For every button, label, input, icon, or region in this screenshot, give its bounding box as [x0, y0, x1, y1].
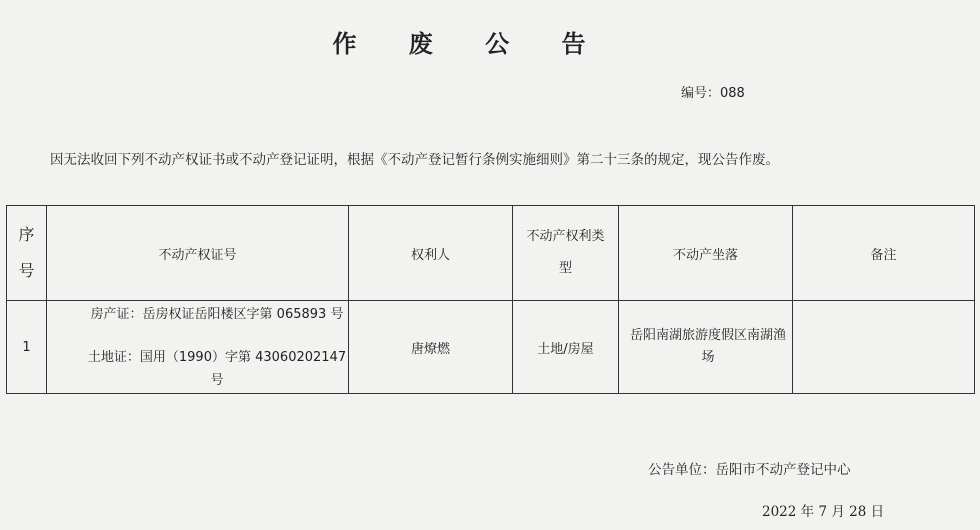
header-holder: 权利人 [349, 206, 513, 301]
row-cert [47, 301, 349, 394]
row-remark [793, 301, 975, 394]
issuer: 公告单位：岳阳市不动产登记中心 [648, 462, 851, 478]
header-type [513, 206, 619, 301]
header-type-line2: 型 [558, 261, 572, 276]
void-certificate-table [6, 205, 975, 394]
row-type: 土地/房屋 [513, 301, 619, 394]
row-location: 岳阳南湖旅游度假区南湖渔场 [619, 301, 793, 394]
notice-statement: 因无法收回下列不动产权证书或不动产登记证明，根据《不动产登记暂行条例实施细则》第二十三条的规定，现公告作废。 [50, 152, 779, 168]
header-seq-line2: 号 [18, 261, 35, 280]
row-cert-house: 房产证：岳房权证岳阳楼区字第 065893 号 [90, 306, 344, 322]
header-type-line1: 不动产权利类 [526, 229, 605, 244]
notice-title: 作 废 公 告 [332, 29, 608, 58]
table-row [7, 301, 975, 394]
header-location: 不动产坐落 [619, 206, 793, 301]
row-cert-land: 土地证：国用（1990）字第 43060202147 号 [87, 349, 347, 388]
row-holder: 唐燎燃 [349, 301, 513, 394]
notice-number: 编号：088 [681, 86, 745, 101]
header-remark: 备注 [793, 206, 975, 301]
notice-date: 2022 年 7 月 28 日 [762, 504, 885, 520]
header-seq [7, 206, 47, 301]
table-header-row [7, 206, 975, 301]
header-cert: 不动产权证号 [47, 206, 349, 301]
header-seq-line1: 序 [18, 225, 35, 244]
row-seq: 1 [7, 301, 47, 394]
